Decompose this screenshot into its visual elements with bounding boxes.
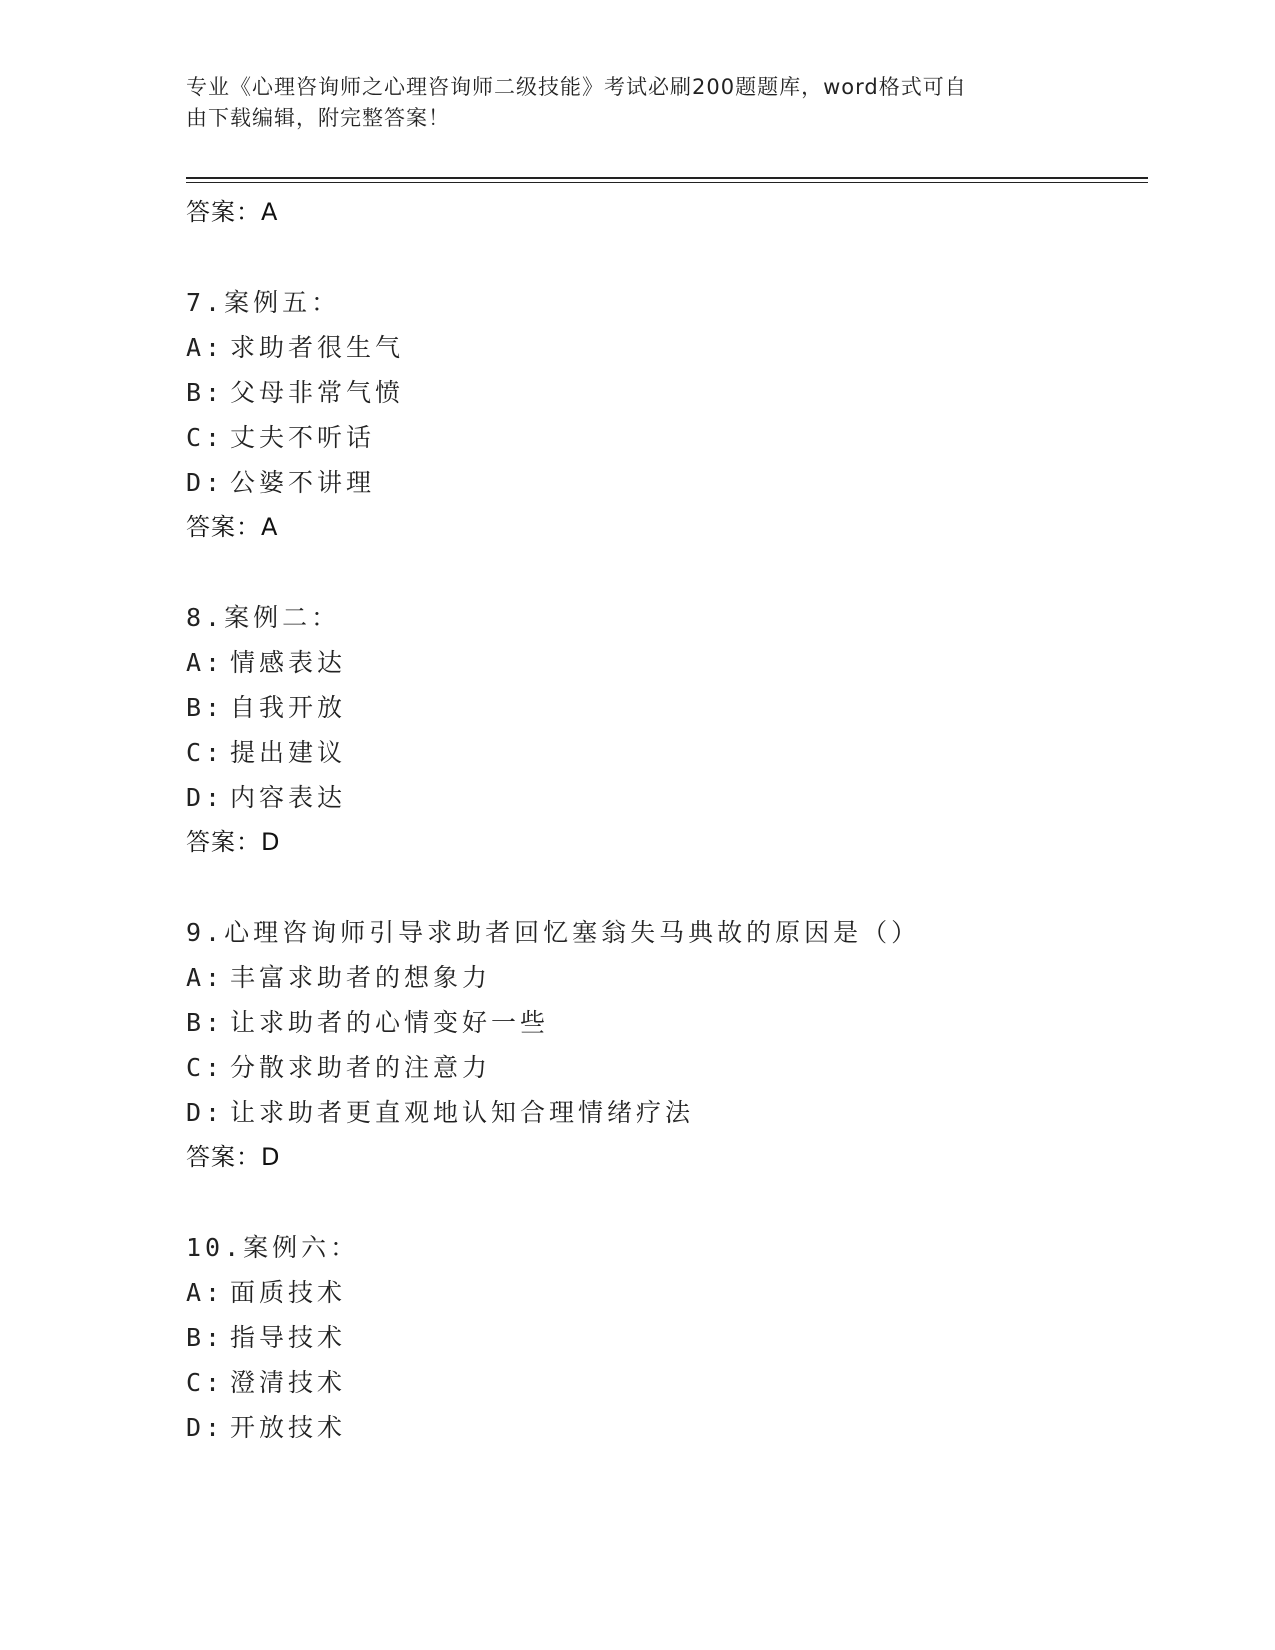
option-letter: C:	[186, 1053, 225, 1082]
spacer	[186, 1180, 1146, 1225]
option-b	[186, 1315, 1146, 1360]
option-a	[186, 640, 1146, 685]
answer-line: 答案：D	[186, 828, 281, 856]
spacer	[186, 865, 1146, 910]
option-b	[186, 1000, 1146, 1045]
header-line-1: 专业《心理咨询师之心理咨询师二级技能》考试必刷200题题库，word格式可自	[186, 75, 967, 99]
question-item	[186, 595, 1146, 865]
option-letter: D:	[186, 1098, 225, 1127]
question-item	[186, 280, 1146, 550]
question-item	[186, 1225, 1146, 1450]
option-c	[186, 730, 1146, 775]
option-letter: B:	[186, 693, 225, 722]
spacer	[186, 550, 1146, 595]
question-title: 9.心理咨询师引导求助者回忆塞翁失马典故的原因是（）	[186, 918, 921, 947]
option-c	[186, 1045, 1146, 1090]
option-letter: C:	[186, 1368, 225, 1397]
option-a	[186, 1270, 1146, 1315]
document-header	[186, 72, 1076, 134]
option-letter: D:	[186, 1413, 225, 1442]
option-text: 内容表达	[230, 783, 347, 812]
spacer	[186, 235, 1146, 280]
option-b	[186, 370, 1146, 415]
option-letter: A:	[186, 648, 225, 677]
option-text: 让求助者更直观地认知合理情绪疗法	[230, 1098, 695, 1127]
question-list	[186, 190, 1146, 1450]
question-item	[186, 910, 1146, 1180]
option-text: 面质技术	[230, 1278, 347, 1307]
option-d	[186, 1090, 1146, 1135]
option-text: 让求助者的心情变好一些	[230, 1008, 550, 1037]
option-letter: B:	[186, 378, 225, 407]
header-line-2: 由下载编辑，附完整答案！	[186, 106, 450, 130]
option-letter: A:	[186, 333, 225, 362]
option-d	[186, 1405, 1146, 1450]
header-divider-thin	[186, 182, 1148, 183]
option-text: 提出建议	[230, 738, 347, 767]
option-letter: B:	[186, 1323, 225, 1352]
answer-line: 答案：A	[186, 198, 279, 226]
option-a	[186, 325, 1146, 370]
header-divider-thick	[186, 177, 1148, 179]
question-title: 8.案例二：	[186, 603, 341, 632]
option-text: 丈夫不听话	[230, 423, 376, 452]
option-text: 求助者很生气	[230, 333, 405, 362]
option-text: 指导技术	[230, 1323, 347, 1352]
answer-line: 答案：A	[186, 513, 279, 541]
option-letter: C:	[186, 738, 225, 767]
option-d	[186, 775, 1146, 820]
option-text: 公婆不讲理	[230, 468, 376, 497]
option-text: 开放技术	[230, 1413, 347, 1442]
option-letter: D:	[186, 783, 225, 812]
option-letter: B:	[186, 1008, 225, 1037]
option-c	[186, 415, 1146, 460]
option-text: 分散求助者的注意力	[230, 1053, 492, 1082]
option-letter: A:	[186, 1278, 225, 1307]
question-title: 7.案例五：	[186, 288, 341, 317]
option-text: 情感表达	[230, 648, 347, 677]
option-text: 澄清技术	[230, 1368, 347, 1397]
answer-line: 答案：D	[186, 1143, 281, 1171]
option-b	[186, 685, 1146, 730]
option-letter: A:	[186, 963, 225, 992]
option-c	[186, 1360, 1146, 1405]
option-text: 父母非常气愤	[230, 378, 405, 407]
question-title: 10.案例六：	[186, 1233, 360, 1262]
option-letter: C:	[186, 423, 225, 452]
option-a	[186, 955, 1146, 1000]
option-text: 丰富求助者的想象力	[230, 963, 492, 992]
option-text: 自我开放	[230, 693, 347, 722]
option-d	[186, 460, 1146, 505]
option-letter: D:	[186, 468, 225, 497]
